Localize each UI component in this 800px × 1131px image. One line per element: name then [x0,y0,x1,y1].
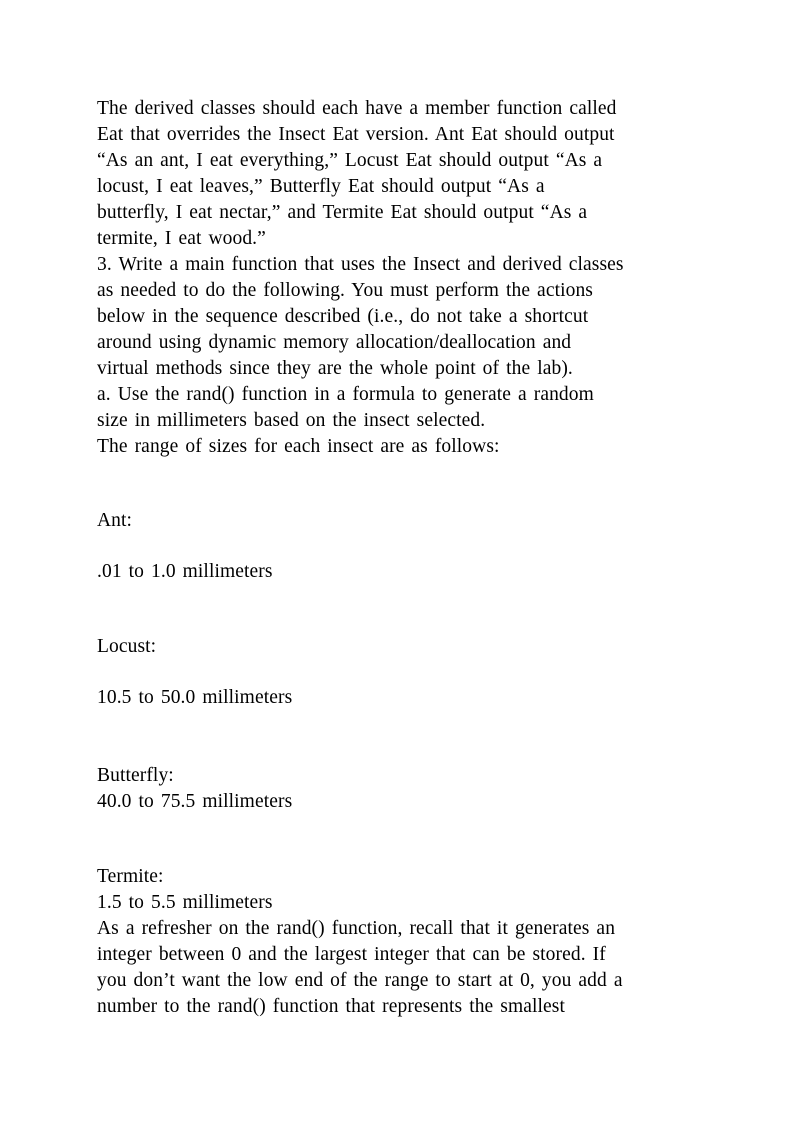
butterfly-label: Butterfly: [97,765,174,786]
body-text-line: termite, I eat wood.” [97,228,266,249]
body-text-line: The range of sizes for each insect are as follows: [97,436,500,457]
ant-label: Ant: [97,510,133,531]
ant-range: .01 to 1.0 millimeters [97,561,273,582]
body-text-line: number to the rand() function that represents the smallest [97,996,565,1017]
body-text-line: size in millimeters based on the insect selected. [97,410,486,431]
termite-range: 1.5 to 5.5 millimeters [97,892,273,913]
body-text-line: locust, I eat leaves,” Butterfly Eat should output “As a [97,176,545,197]
body-text-line: virtual methods since they are the whole point of the lab). [97,358,573,379]
body-text-line: integer between 0 and the largest integer that can be stored. If [97,944,606,965]
body-text-line: you don’t want the low end of the range to start at 0, you add a [97,970,623,991]
body-text-line: below in the sequence described (i.e., do not take a shortcut [97,306,589,327]
body-text-line: Eat that overrides the Insect Eat version. Ant Eat should output [97,124,615,145]
locust-label: Locust: [97,636,157,657]
locust-range: 10.5 to 50.0 millimeters [97,687,293,708]
body-text-line: as needed to do the following. You must perform the actions [97,280,593,301]
body-text-line: around using dynamic memory allocation/deallocation and [97,332,572,353]
body-text-line: “As an ant, I eat everything,” Locust Eat should output “As a [97,150,603,171]
body-text-line: butterfly, I eat nectar,” and Termite Eat should output “As a [97,202,588,223]
body-text-line: a. Use the rand() function in a formula to generate a random [97,384,594,405]
body-text-line: The derived classes should each have a member function called [97,98,617,119]
body-text-line: 3. Write a main function that uses the Insect and derived classes [97,254,624,275]
body-text-line: As a refresher on the rand() function, recall that it generates an [97,918,616,939]
butterfly-range: 40.0 to 75.5 millimeters [97,791,293,812]
termite-label: Termite: [97,866,164,887]
